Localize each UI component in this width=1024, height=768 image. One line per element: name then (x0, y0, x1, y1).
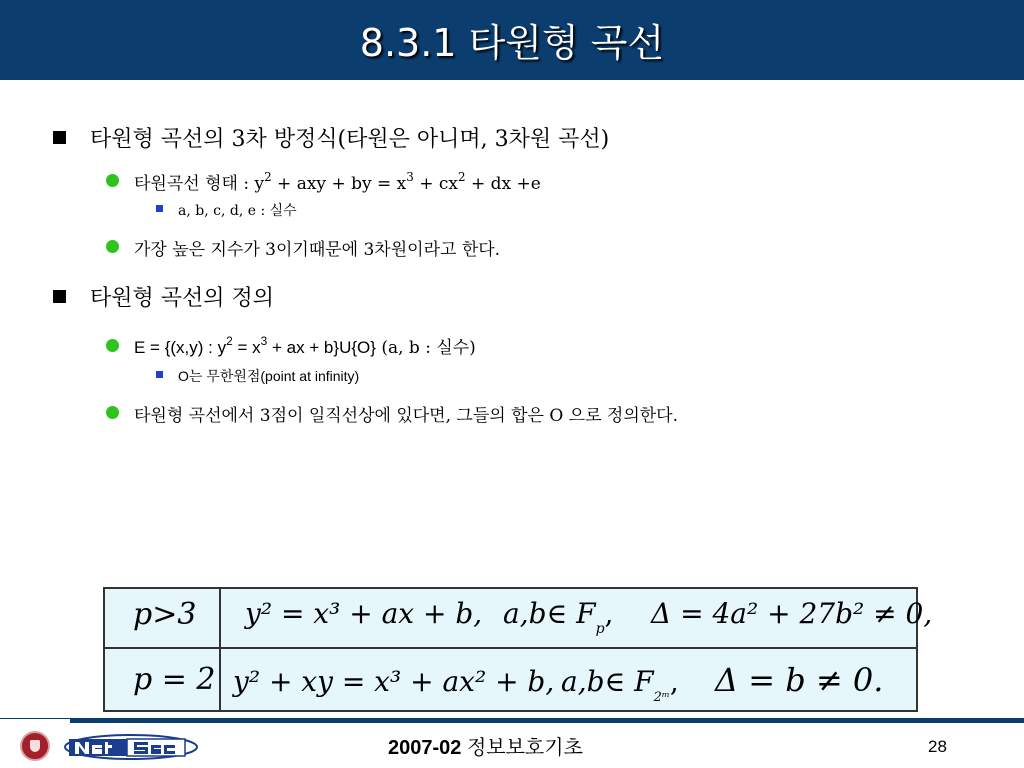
table-divider (105, 647, 916, 649)
square-bullet-icon (156, 205, 163, 212)
circle-bullet-icon (106, 339, 119, 352)
page-number: 28 (928, 737, 947, 756)
field-p-gt-3: a,b∈ $F_p$, (503, 597, 614, 637)
footer-course-title: 2007-02 정보보호기초 (388, 735, 583, 759)
bullet-set-definition: E = {(x,y) : $y^2 = x^3$ + ax + b}U{O} (a, b : 실수) (134, 334, 476, 358)
bullet-coefficients-real: a, b, c, d, e : 실수 (178, 203, 297, 219)
square-bullet-icon (53, 290, 66, 303)
bullet-curve-form: 타원곡선 형태 : $y^2$ + axy + by = $x^3 + cx^2$ + dx +e (134, 170, 541, 194)
condition-p-gt-3: p>3 (133, 597, 197, 632)
circle-bullet-icon (106, 240, 119, 253)
bullet-point-at-infinity: O는 무한원점(point at infinity) (178, 368, 360, 384)
equation-p-gt-3: y² = x³ + ax + b, (245, 597, 483, 630)
square-bullet-icon (156, 371, 163, 378)
netsec-logo (63, 732, 199, 762)
discriminant-p-eq-2: Δ = b ≠ 0. (715, 661, 884, 699)
circle-bullet-icon (106, 174, 119, 187)
footer-divider-gap (0, 719, 70, 723)
discriminant-p-gt-3: Δ = 4a² + 27b² ≠ 0, (651, 597, 933, 630)
circle-bullet-icon (106, 406, 119, 419)
bullet-definition: 타원형 곡선의 정의 (90, 286, 275, 311)
bullet-highest-degree: 가장 높은 지수가 3이기때문에 3차원이라고 한다. (134, 240, 501, 260)
footer-divider (0, 718, 1024, 723)
equation-p-eq-2: y² + xy = x³ + ax² + b, (233, 665, 555, 698)
bullet-elliptic-cubic: 타원형 곡선의 3차 방정식(타원은 아니며, 3차원 곡선) (90, 127, 610, 152)
table-divider (219, 589, 221, 710)
condition-p-eq-2: p = 2 (133, 662, 216, 697)
university-seal-logo (20, 731, 50, 761)
formula-table (103, 587, 933, 712)
field-p-eq-2: a,b∈ $F_{2ᵐ}$, (561, 665, 679, 705)
slide-title: 8.3.1 타원형 곡선 (359, 21, 665, 65)
bullet-collinear-sum: 타원형 곡선에서 3점이 일직선상에 있다면, 그들의 합은 O 으로 정의한다. (134, 406, 679, 426)
square-bullet-icon (53, 131, 66, 144)
